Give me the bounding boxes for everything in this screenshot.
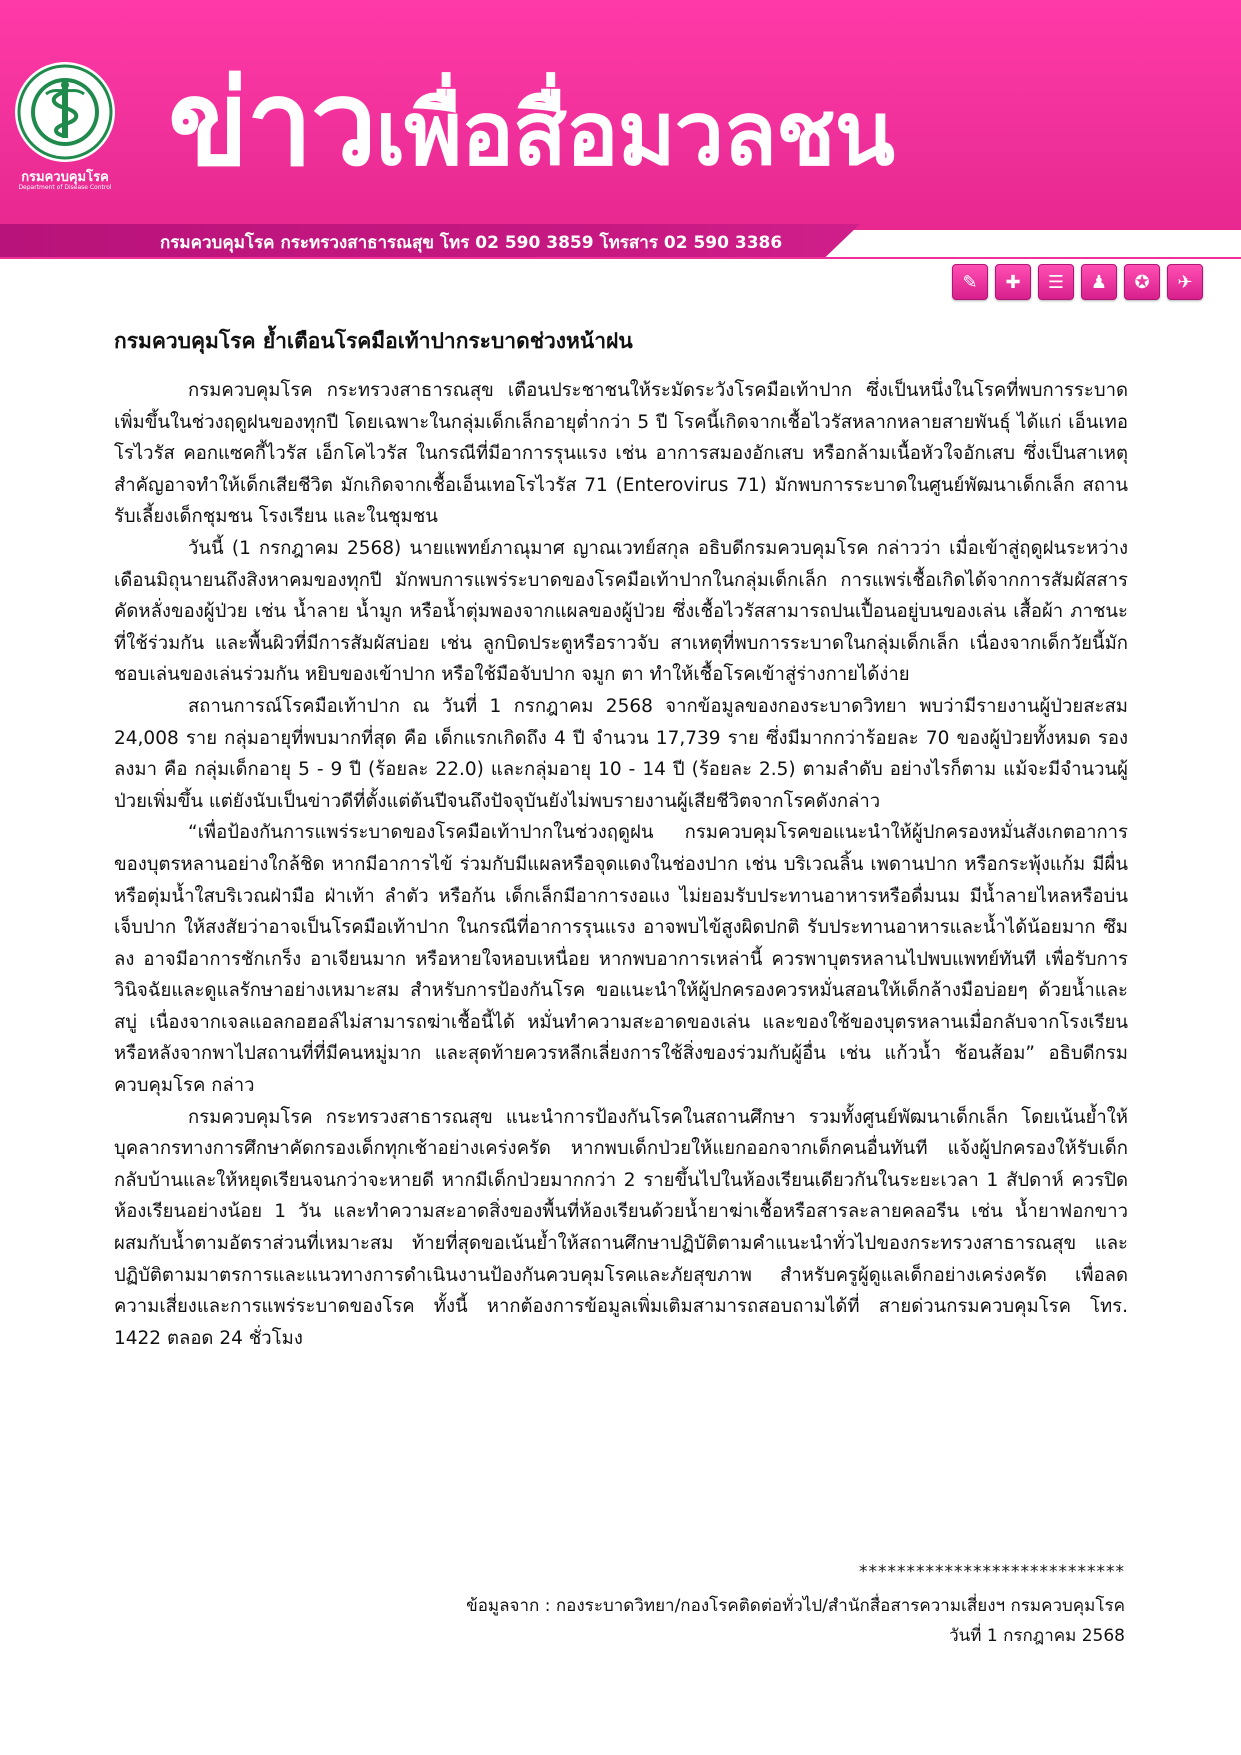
paragraph-2: วันนี้ (1 กรกฎาคม 2568) นายแพทย์ภาณุมาศ ญาณเวทย์สกุล อธิบดีกรมควบคุมโรค กล่าวว่า เมื่อเข้าสู่ฤดูฝนระหว่างเดือนมิถุนายนถึงสิงหาคมของทุกปี มักพบการแพร่ระบาดของโรคมือเท้าปากในกลุ่มเด็กเล็ก การแพร่เชื้อเกิดได้จากการสัมผัสสารคัดหลั่งของผู้ป่วย เช่น น้ำลาย น้ำมูก หรือน้ำตุ่มพองจากแผลของผู้ป่วย ซึ่งเชื้อไวรัสสามารถปนเปื้อนอยู่บนของเล่น เสื้อผ้า ภาชนะที่ใช้ร่วมกัน และพื้นผิวที่มีการสัมผัสบ่อย เช่น ลูกบิดประตูหรือราวจับ สาเหตุที่พบการระบาดในกลุ่มเด็กเล็ก เนื่องจากเด็กวัยนี้มักชอบเล่นของเล่นร่วมกัน หยิบของเข้าปาก หรือใช้มือจับปาก จมูก ตา ทำให้เชื้อโรคเข้าสู่ร่างกายได้ง่าย bbox=[114, 537, 1128, 686]
header-icon-row bbox=[952, 264, 1203, 300]
megaphone-icon: ✈ bbox=[1167, 264, 1203, 300]
paragraph-4: “เพื่อป้องกันการแพร่ระบาดของโรคมือเท้าปากในช่วงฤดูฝน กรมควบคุมโรคขอแนะนำให้ผู้ปกครองหมั่นสังเกตอาการของบุตรหลานอย่างใกล้ชิด หากมีอาการไข้ ร่วมกับมีแผลหรือจุดแดงในช่องปาก เช่น บริเวณลิ้น เพดานปาก หรือกระพุ้งแก้ม มีผื่นหรือตุ่มน้ำใสบริเวณฝ่ามือ ฝ่าเท้า ลำตัว หรือก้น เด็กเล็กมีอาการงอแง ไม่ยอมรับประทานอาหารหรือดื่มนม มีน้ำลายไหลหรือบ่นเจ็บปาก ให้สงสัยว่าอาจเป็นโรคมือเท้าปาก ในกรณีที่อาการรุนแรง อาจพบไข้สูงผิดปกติ รับประทานอาหารและน้ำได้น้อยมาก ซึมลง อาจมีอาการชักเกร็ง อาเจียนมาก หรือหายใจหอบเหนื่อย หากพบอาการเหล่านี้ ควรพาบุตรหลานไปพบแพทย์ทันที เพื่อรับการวินิจฉัยและดูแลรักษาอย่างเหมาะสม สำหรับการป้องกันโรค ขอแนะนำให้ผู้ปกครองควรหมั่นสอนให้เด็กล้างมือบ่อยๆ ด้วยน้ำและสบู่ เนื่องจากเจลแอลกอฮอล์ไม่สามารถฆ่าเชื้อนี้ได้ หมั่นทำความสะอาดของเล่น และของใช้ของบุตรหลานเมื่อกลับจากโรงเรียน หรือหลังจากพาไปสถานที่ที่มีคนหมู่มาก และสุดท้ายควรหลีกเลี่ยงการใช้สิ่งของร่วมกับผู้อื่น เช่น แก้วน้ำ ช้อนส้อม” อธิบดีกรมควบคุมโรค กล่าว bbox=[114, 822, 1128, 1097]
masthead-rest: เพื่อสื่อมวลชน bbox=[375, 82, 894, 185]
logo-subtitle: Department of Disease Control bbox=[18, 184, 112, 191]
chat-plus-icon: ✪ bbox=[1124, 264, 1160, 300]
paragraph-5: กรมควบคุมโรค กระทรวงสาธารณสุข แนะนำการป้องกันโรคในสถานศึกษา รวมทั้งศูนย์พัฒนาเด็กเล็ก โดยเน้นย้ำให้บุคลากรทางการศึกษาคัดกรองเด็กทุกเช้าอย่างเคร่งครัด หากพบเด็กป่วยให้แยกออกจากเด็กคนอื่นทันที แจ้งผู้ปกครองให้รับเด็กกลับบ้านและให้หยุดเรียนจนกว่าจะหายดี หากมีเด็กป่วยมากกว่า 2 รายขึ้นไปในห้องเรียนเดียวกันในระยะเวลา 1 สัปดาห์ ควรปิดห้องเรียนอย่างน้อย 1 วัน และทำความสะอาดสิ่งของพื้นที่ห้องเรียนด้วยน้ำยาฆ่าเชื้อหรือสารละลายคลอรีน เช่น น้ำยาฟอกขาวผสมกับน้ำตามอัตราส่วนที่เหมาะสม ท้ายที่สุดขอเน้นย้ำให้สถานศึกษาปฏิบัติตามคำแนะนำทั่วไปของกระทรวงสาธารณสุข และปฏิบัติตามมาตรการและแนวทางการดำเนินงานป้องกันควบคุมโรคและภัยสุขภาพ สำหรับครูผู้ดูแลเด็กอย่างเคร่งครัด เพื่อลดความเสี่ยงและการแพร่ระบาดของโรค ทั้งนี้ หากต้องการข้อมูลเพิ่มเติมสามารถสอบถามได้ที่ สายด่วนกรมควบคุมโรค โทร. 1422 ตลอด 24 ชั่วโมง bbox=[114, 1106, 1128, 1349]
ddc-logo bbox=[10, 58, 120, 191]
syringe-icon: ✎ bbox=[952, 264, 988, 300]
article-body bbox=[114, 375, 1128, 1354]
header-banner bbox=[0, 0, 1241, 230]
masthead-big: ข่าว bbox=[168, 54, 376, 192]
contact-info: กรมควบคุมโรค กระทรวงสาธารณสุข โทร 02 590 3859 โทรสาร 02 590 3386 bbox=[160, 233, 783, 253]
ddc-emblem-icon bbox=[10, 58, 120, 166]
person-icon: ♟ bbox=[1081, 264, 1117, 300]
logo-name: กรมควบคุมโรค bbox=[21, 170, 109, 185]
medical-cross-icon: ✚ bbox=[995, 264, 1031, 300]
masthead-title bbox=[168, 48, 1168, 198]
separator-stars: **************************** bbox=[859, 1562, 1125, 1582]
paragraph-3: สถานการณ์โรคมือเท้าปาก ณ วันที่ 1 กรกฎาคม 2568 จากข้อมูลของกองระบาดวิทยา พบว่ามีรายงานผู้ป่วยสะสม 24,008 ราย กลุ่มอายุที่พบมากที่สุด คือ เด็กแรกเกิดถึง 4 ปี จำนวน 17,739 ราย ซึ่งมีมากกว่าร้อยละ 70 ของผู้ป่วยทั้งหมด รองลงมา คือ กลุ่มเด็กอายุ 5 - 9 ปี (ร้อยละ 22.0) และกลุ่มอายุ 10 - 14 ปี (ร้อยละ 2.5) ตามลำดับ อย่างไรก็ตาม แม้จะมีจำนวนผู้ป่วยเพิ่มขึ้น แต่ยังนับเป็นข่าวดีที่ตั้งแต่ต้นปีจนถึงปัจจุบันยังไม่พบรายงานผู้เสียชีวิตจากโรคดังกล่าว bbox=[114, 695, 1128, 812]
source-credit: ข้อมูลจาก : กองระบาดวิทยา/กองโรคติดต่อทั่วไป/สำนักสื่อสารความเสี่ยงฯ กรมควบคุมโรค bbox=[466, 1596, 1125, 1616]
document-icon: ☰ bbox=[1038, 264, 1074, 300]
article-title: กรมควบคุมโรค ย้ำเตือนโรคมือเท้าปากระบาดช่วงหน้าฝน bbox=[114, 329, 633, 353]
release-date: วันที่ 1 กรกฎาคม 2568 bbox=[949, 1626, 1125, 1646]
paragraph-1: กรมควบคุมโรค กระทรวงสาธารณสุข เตือนประชาชนให้ระมัดระวังโรคมือเท้าปาก ซึ่งเป็นหนึ่งในโรคที่พบการระบาดเพิ่มขึ้นในช่วงฤดูฝนของทุกปี โดยเฉพาะในกลุ่มเด็กเล็กอายุต่ำกว่า 5 ปี โรคนี้เกิดจากเชื้อไวรัสหลากหลายสายพันธุ์ ได้แก่ เอ็นเทอโรไวรัส คอกแซคกี้ไวรัส เอ็กโคไวรัส ในกรณีที่มีอาการรุนแรง เช่น อาการสมองอักเสบ หรือกล้ามเนื้อหัวใจอักเสบ ซึ่งเป็นสาเหตุสำคัญอาจทำให้เด็กเสียชีวิต มักเกิดจากเชื้อเอ็นเทอโรไวรัส 71 (Enterovirus 71) มักพบการระบาดในศูนย์พัฒนาเด็กเล็ก สถานรับเลี้ยงเด็กชุมชน โรงเรียน และในชุมชน bbox=[114, 380, 1128, 528]
header-divider bbox=[0, 257, 1241, 259]
